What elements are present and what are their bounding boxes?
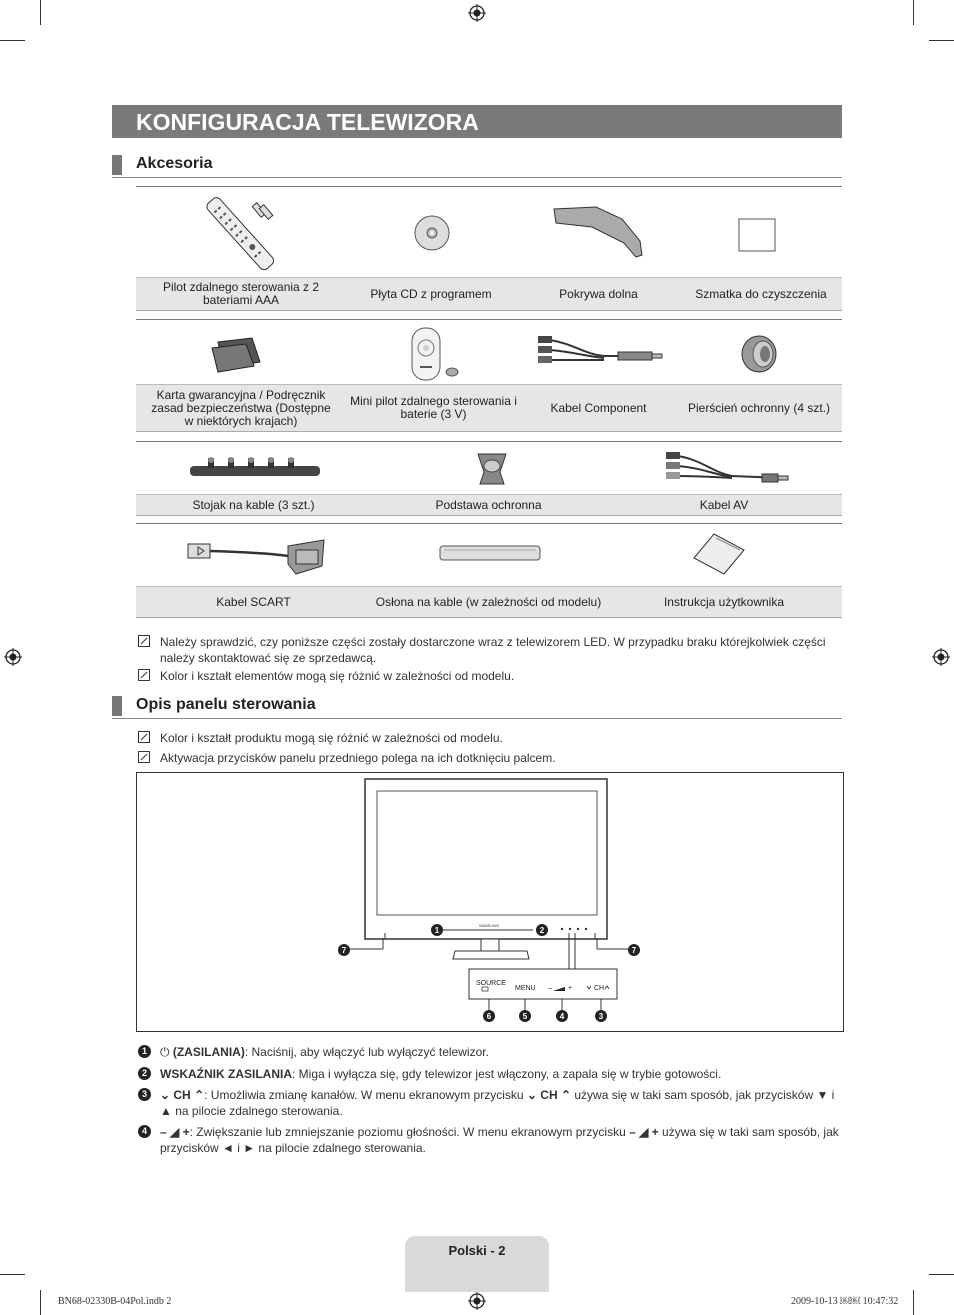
item-number: 2 bbox=[138, 1067, 151, 1080]
registration-mark-icon bbox=[468, 4, 486, 22]
control-item-power-indicator bbox=[138, 1066, 842, 1084]
accessory-label: Osłona na kable (w zależności od modelu) bbox=[375, 594, 602, 609]
scart-cable-image bbox=[184, 532, 328, 580]
protective-ring-image bbox=[738, 334, 780, 374]
registration-mark-icon bbox=[4, 648, 22, 666]
note-text: Należy sprawdzić, czy poniższe części zostały dostarczone wraz z telewizorem LED. W przypadku braku którejkolwiek części należy skontaktować się ze sprzedawcą. bbox=[160, 635, 826, 665]
item-title: CH bbox=[173, 1088, 191, 1102]
accessory-label-row bbox=[136, 586, 842, 618]
power-icon: ⏻ bbox=[160, 1045, 173, 1059]
accessory-row bbox=[136, 441, 842, 516]
accessory-label: Kabel SCART bbox=[216, 594, 291, 609]
menu-button: MENU bbox=[515, 985, 536, 992]
volume-down-button: – bbox=[548, 985, 552, 992]
accessory-label: Kabel Component bbox=[550, 400, 647, 415]
crop-mark bbox=[40, 0, 41, 25]
crop-mark bbox=[929, 1274, 954, 1275]
chevron-down-icon: ⌄ bbox=[526, 1088, 541, 1102]
control-item-volume bbox=[138, 1124, 842, 1158]
note-text: Kolor i kształt elementów mogą się różnić w zależności od modelu. bbox=[160, 669, 515, 683]
callout-5: 5 bbox=[522, 1012, 528, 1021]
accessory-label: Pierścień ochronny (4 szt.) bbox=[687, 400, 831, 415]
item-text: używa się w taki sam sposób, jak przycisków ▼ i ▲ na pilocie zdalnego sterowania. bbox=[160, 1088, 835, 1118]
callout-7-right: 7 bbox=[631, 946, 637, 955]
item-number: 1 bbox=[138, 1045, 151, 1058]
section-header-control-panel bbox=[112, 694, 842, 719]
callout-3: 3 bbox=[598, 1012, 604, 1021]
note-item bbox=[138, 634, 842, 668]
accessory-label: Pokrywa dolna bbox=[559, 286, 638, 301]
crop-mark bbox=[40, 1290, 41, 1315]
accessory-row bbox=[136, 319, 842, 433]
accessory-label: Pilot zdalnego sterowania z 2 bateriami AAA bbox=[162, 280, 320, 307]
cable-cover-image bbox=[438, 540, 542, 564]
note-icon bbox=[138, 669, 150, 681]
user-manual-image bbox=[692, 532, 746, 576]
accessory-label-row bbox=[136, 384, 842, 432]
item-text: : Umożliwia zmianę kanałów. W menu ekranowym przycisku bbox=[204, 1088, 524, 1102]
accessory-label: Karta gwarancyjna / Podręcznik zasad bezpieczeństwa (Dostępne w niektórych krajach) bbox=[151, 387, 331, 428]
section-header-accessories bbox=[112, 153, 842, 178]
source-button: SOURCE bbox=[476, 980, 506, 987]
component-cable-image bbox=[534, 334, 664, 368]
crop-mark bbox=[0, 1274, 25, 1275]
item-text: używa się w taki sam sposób, jak przycisków ◄ i ► na pilocie zdalnego sterowania. bbox=[160, 1125, 839, 1155]
note-icon bbox=[138, 731, 150, 743]
control-item-channel bbox=[138, 1087, 842, 1121]
volume-icon: – ◢ + bbox=[629, 1125, 663, 1139]
cable-holder-image bbox=[188, 454, 322, 480]
accessory-label-row bbox=[136, 494, 842, 516]
bottom-cover-image bbox=[552, 205, 646, 259]
item-title: CH bbox=[540, 1088, 558, 1102]
volume-up-button: + bbox=[568, 985, 573, 992]
note-text: Aktywacja przycisków panelu przedniego polega na ich dotknięciu palcem. bbox=[160, 751, 556, 765]
item-number: 4 bbox=[138, 1125, 151, 1138]
item-text: : Miga i wyłącza się, gdy telewizor jest włączony, a zapala się w trybie gotowości. bbox=[292, 1067, 722, 1081]
volume-icon: – ◢ + bbox=[160, 1125, 190, 1139]
brand-logo: SAMSUNG bbox=[478, 923, 500, 928]
channel-button: CH bbox=[594, 985, 605, 992]
warranty-card-image bbox=[210, 334, 266, 374]
accessory-row bbox=[136, 523, 842, 618]
callout-7-left: 7 bbox=[341, 946, 347, 955]
accessory-label: Mini pilot zdalnego sterowania i baterie (3 V) bbox=[350, 394, 517, 421]
crop-mark bbox=[0, 40, 25, 41]
note-item bbox=[138, 750, 842, 768]
cleaning-cloth-image bbox=[734, 215, 780, 255]
remote-control-image bbox=[204, 193, 278, 273]
section-title: Akcesoria bbox=[136, 155, 213, 172]
protective-base-image bbox=[472, 448, 512, 488]
item-number: 3 bbox=[138, 1088, 151, 1101]
crop-mark bbox=[913, 0, 914, 25]
page-number: Polski - 2 bbox=[448, 1243, 506, 1258]
callout-6: 6 bbox=[486, 1012, 492, 1021]
av-cable-image bbox=[662, 450, 792, 484]
accessory-label: Płyta CD z programem bbox=[370, 286, 492, 301]
item-text: : Zwiększanie lub zmniejszanie poziomu głośności. W menu ekranowym przycisku bbox=[189, 1125, 626, 1139]
page-title: KONFIGURACJA TELEWIZORA bbox=[136, 109, 479, 135]
page-number-tab bbox=[405, 1236, 549, 1292]
note-icon bbox=[138, 751, 150, 763]
item-title: WSKAŹNIK ZASILANIA bbox=[160, 1067, 292, 1081]
note-item bbox=[138, 668, 842, 686]
print-timestamp: 2009-10-13 ￼￼ 10:47:32 bbox=[791, 1296, 899, 1307]
callout-1: 1 bbox=[434, 926, 440, 935]
section-marker bbox=[112, 696, 122, 716]
tv-front-illustration bbox=[137, 773, 843, 1031]
mini-remote-image bbox=[408, 326, 462, 382]
item-text: : Naciśnij, aby włączyć lub wyłączyć telewizor. bbox=[244, 1045, 489, 1059]
note-item bbox=[138, 730, 842, 748]
crop-mark bbox=[913, 1290, 914, 1315]
control-panel-diagram bbox=[136, 772, 844, 1032]
accessory-label: Podstawa ochronna bbox=[435, 497, 542, 512]
item-title: (ZASILANIA) bbox=[172, 1045, 245, 1059]
chevron-up-icon: ⌃ bbox=[557, 1088, 575, 1102]
cd-disc-image bbox=[412, 213, 452, 253]
page-title-bar bbox=[112, 105, 842, 138]
file-name: BN68-02330B-04Pol.indb 2 bbox=[58, 1296, 172, 1307]
note-text: Kolor i kształt produktu mogą się różnić w zależności od modelu. bbox=[160, 731, 503, 745]
control-item-power bbox=[138, 1044, 842, 1062]
section-marker bbox=[112, 155, 122, 175]
accessory-label: Stojak na kable (3 szt.) bbox=[192, 497, 315, 512]
accessory-row bbox=[136, 186, 842, 311]
accessory-label: Instrukcja użytkownika bbox=[663, 594, 785, 609]
chevron-down-icon: ⌄ bbox=[160, 1088, 174, 1102]
chevron-up-icon: ⌃ bbox=[190, 1088, 205, 1102]
section-title: Opis panelu sterowania bbox=[136, 696, 316, 713]
callout-2: 2 bbox=[539, 926, 545, 935]
accessory-label: Szmatka do czyszczenia bbox=[695, 286, 827, 301]
registration-mark-icon bbox=[932, 648, 950, 666]
crop-mark bbox=[929, 40, 954, 41]
accessory-label-row bbox=[136, 277, 842, 311]
callout-4: 4 bbox=[559, 1012, 565, 1021]
note-icon bbox=[138, 635, 150, 647]
registration-mark-icon bbox=[468, 1292, 486, 1310]
accessory-label: Kabel AV bbox=[699, 497, 749, 512]
